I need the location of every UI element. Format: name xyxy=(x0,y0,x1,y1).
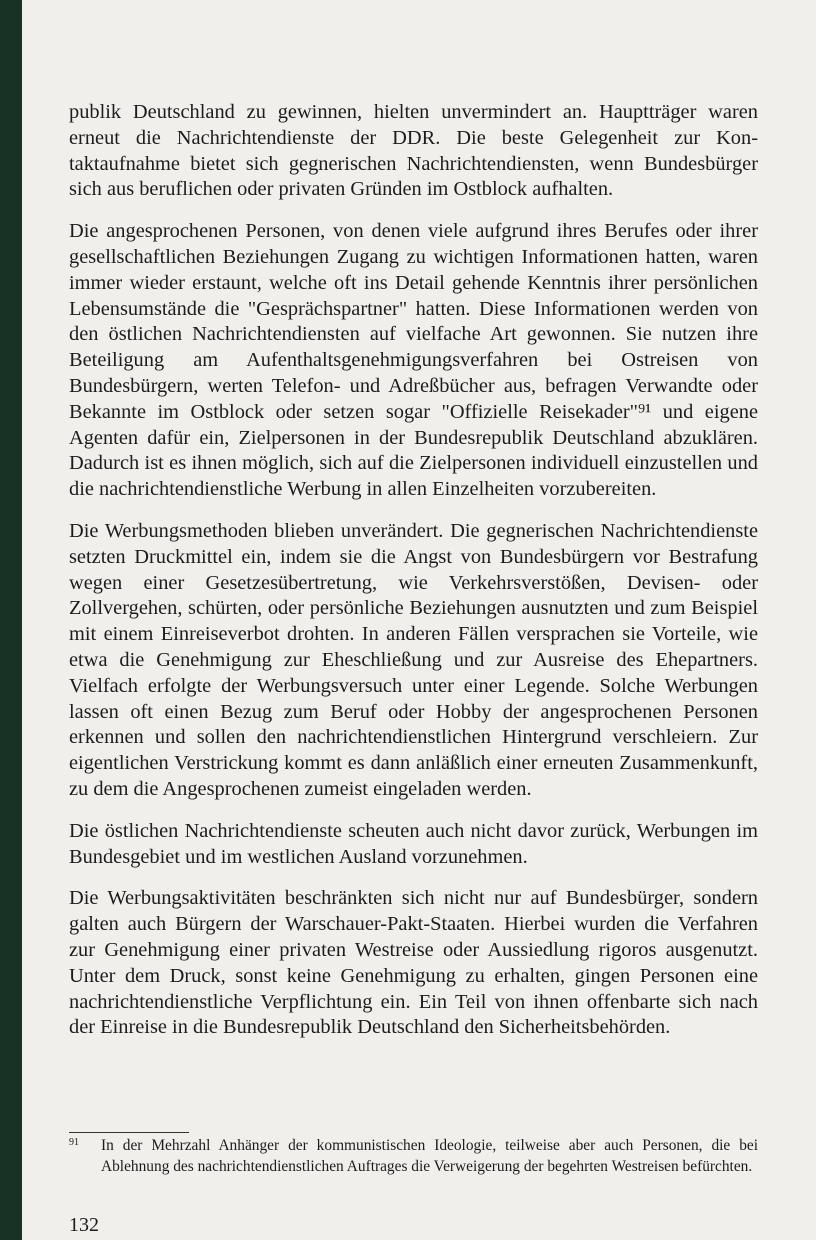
body-text xyxy=(69,100,758,1057)
scan-edge xyxy=(0,0,22,1240)
footnote xyxy=(69,1136,758,1177)
paragraph-3: Die Werbungsmethoden blieben unverändert. Die gegnerischen Nachrichtendienste setzten Druckmittel ein, indem sie die Angst von Bundesbürgern vor Bestrafung wegen einer Gesetzesübertretung, wie Verkehrsverstößen, Devisen- oder Zollvergehen, schürten, oder persönliche Beziehungen ausnutzten und zum Beispiel mit einem Einreiseverbot drohten. In anderen Fällen versprachen sie Vorteile, wie etwa die Genehmigung zur Eheschließung und zur Ausreise des Ehepartners. Vielfach erfolgte der Werbungsversuch unter einer Legende. Solche Werbungen lassen oft einen Bezug zum Beruf oder Hobby der angesprochenen Personen erkennen und sollen den nachrichtendienstlichen Hintergrund verschleiern. Zur eigentlichen Verstrickung kommt es dann anläßlich einer erneuten Zusammenkunft, zu dem die Angesprochenen zumeist eingeladen werden. xyxy=(69,519,758,800)
footnote-text: In der Mehrzahl Anhänger der kommunistischen Ideologie, teilweise aber auch Personen, die bei Ablehnung des nachrichtendienstlichen Auftrages die Verweigerung der begehrten Westreisen befürchten. xyxy=(101,1137,758,1175)
paragraph-1: publik Deutschland zu gewinnen, hielten unvermindert an. Hauptträger waren erneut die Nachrichtendienste der DDR. Die beste Gelegenheit zur Kontaktaufnahme bietet sich gegnerischen Nachrichtendiensten, wenn Bundesbürger sich aus beruflichen oder privaten Gründen im Ostblock aufhalten. xyxy=(69,101,758,201)
paragraph-5: Die Werbungsaktivitäten beschränkten sich nicht nur auf Bundesbürger, sondern galten auch Bürgern der Warschauer-Pakt-Staaten. Hierbei wurden die Verfahren zur Genehmigung einer privaten Westreise oder Aussiedlung rigoros ausgenutzt. Unter dem Druck, sonst keine Genehmigung zu erhalten, gingen Personen eine nachrichtendienstliche Verpflichtung ein. Ein Teil von ihnen offenbarte sich nach der Einreise in die Bundesrepublik Deutschland den Sicherheitsbehörden. xyxy=(69,887,758,1039)
paragraph-4: Die östlichen Nachrichtendienste scheuten auch nicht davor zurück, Werbungen im Bundesgebiet und im westlichen Ausland vorzunehmen. xyxy=(69,819,758,868)
paragraph-2: Die angesprochenen Personen, von denen viele aufgrund ihres Berufes oder ihrer gesellschaftlichen Beziehungen Zugang zu wichtigen Informationen hatten, waren immer wieder erstaunt, welche oft ins Detail gehende Kenntnis ihrer persönlichen Lebensumstände die "Gesprächspartner" hatten. Diese Informationen werden von den östlichen Nachrichtendiensten auf vielfache Art gewonnen. Sie nutzen ihre Beteiligung am Aufenthaltsgenehmigungsverfahren bei Ostreisen von Bundesbürgern, werten Telefon- und Adreßbücher aus, befragen Verwandte oder Bekannte im Ostblock oder setzen sogar "Offizielle Reisekader"⁹¹ und eigene Agenten dafür ein, Zielpersonen in der Bundesrepublik Deutschland abzuklären. Dadurch ist es ihnen möglich, sich auf die Zielpersonen individuell einzustellen und die nachrichtendienstliche Werbung in allen Einzelheiten vorzubereiten. xyxy=(69,220,758,501)
footnote-number: 91 xyxy=(69,1137,79,1148)
footnote-rule xyxy=(69,1132,189,1133)
page-number: 132 xyxy=(69,1214,99,1236)
